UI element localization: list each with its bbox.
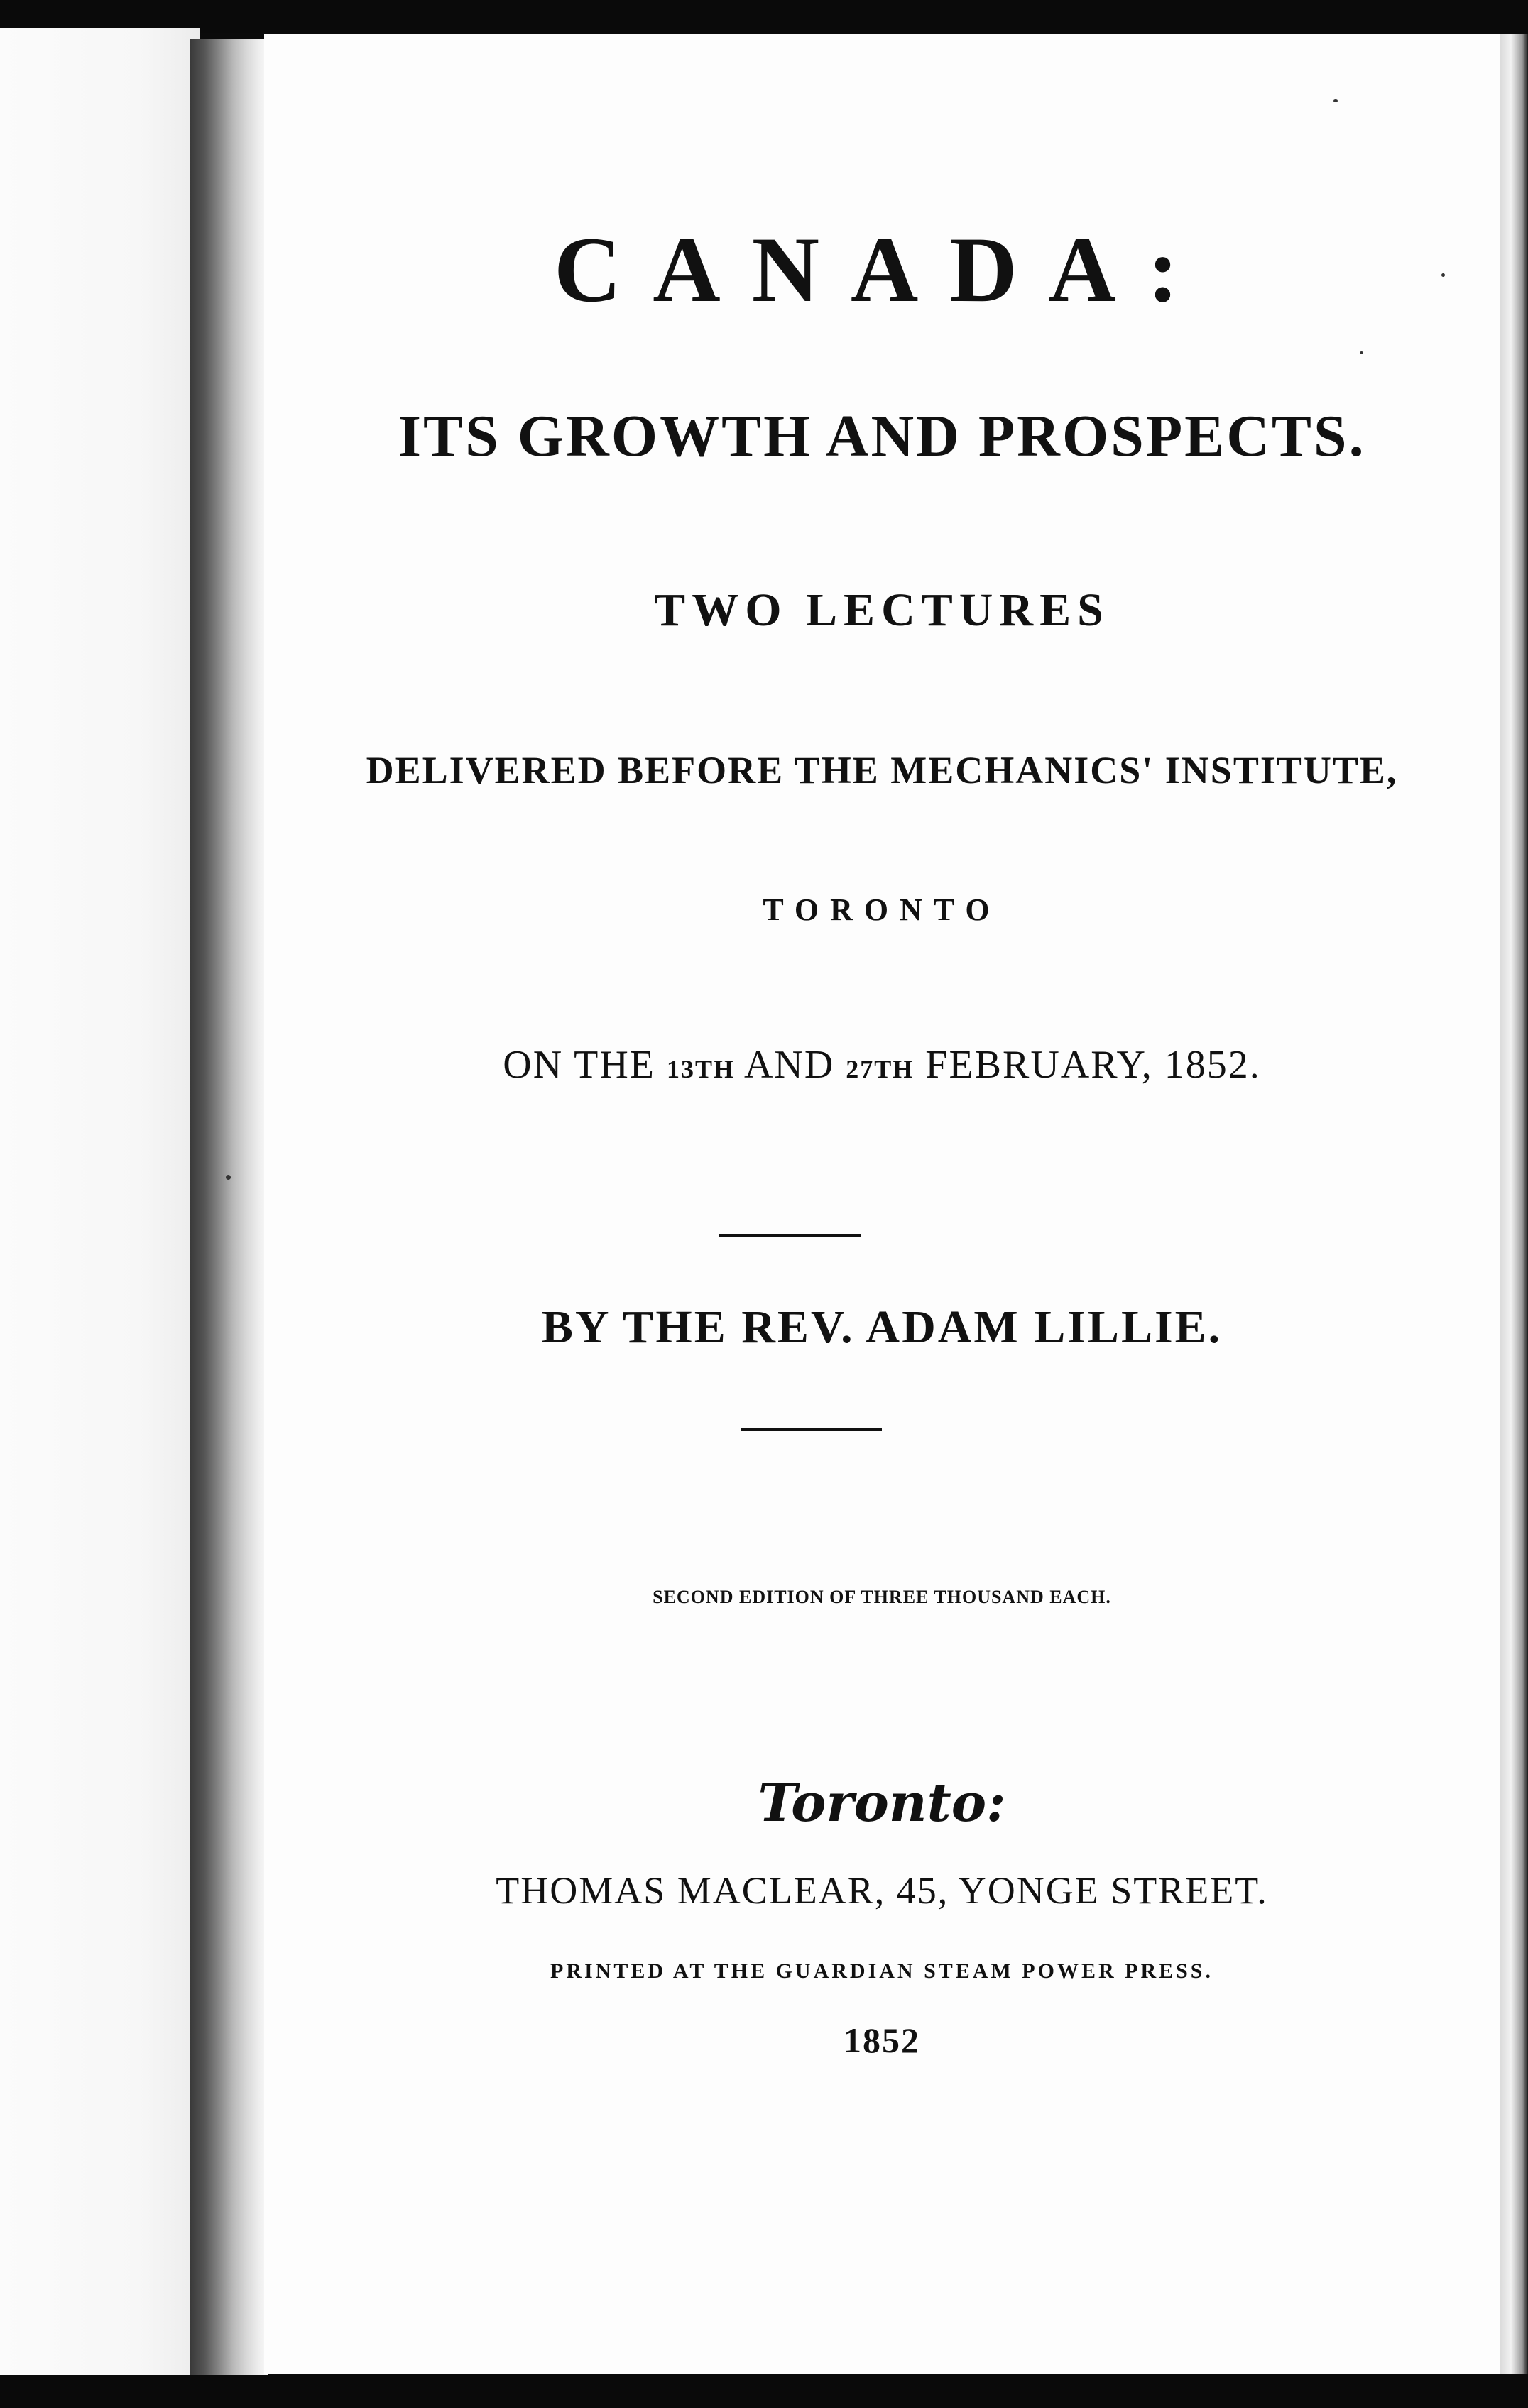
print-speck <box>1441 273 1445 277</box>
place-line: TORONTO <box>763 892 1001 927</box>
facing-blank-page <box>0 28 200 2378</box>
lectures-heading: TWO LECTURES <box>654 584 1110 636</box>
imprint-city: Toronto: <box>758 1773 1006 1834</box>
edition-note: SECOND EDITION OF THREE THOUSAND EACH. <box>653 1587 1111 1607</box>
publisher-line: THOMAS MACLEAR, 45, YONGE STREET. <box>496 1869 1268 1912</box>
book-subtitle: ITS GROWTH AND PROSPECTS. <box>398 403 1366 469</box>
author-line: BY THE REV. ADAM LILLIE. <box>541 1301 1223 1353</box>
publication-year: 1852 <box>844 2020 920 2060</box>
book-title: CANADA: <box>554 217 1210 322</box>
page-edge <box>1500 34 1528 2374</box>
print-speck <box>226 1175 231 1180</box>
dates-and: AND <box>743 1043 835 1087</box>
divider-rule-top <box>719 1234 861 1237</box>
scan-top-border <box>0 0 1528 33</box>
divider-rule-bottom <box>741 1428 882 1431</box>
date-day-2: 27TH <box>846 1055 915 1083</box>
dates-suffix: FEBRUARY, 1852. <box>925 1043 1261 1087</box>
dates-line <box>264 1040 1500 1094</box>
delivered-line: DELIVERED BEFORE THE MECHANICS' INSTITUTE, <box>366 749 1398 792</box>
book-gutter-shadow <box>190 39 268 2375</box>
date-day-1: 13TH <box>667 1055 736 1083</box>
scan-bottom-border <box>0 2375 1528 2408</box>
printer-line: PRINTED AT THE GUARDIAN STEAM POWER PRESS. <box>550 1959 1213 1983</box>
dates-prefix: ON THE <box>503 1043 656 1087</box>
print-speck <box>1360 351 1363 354</box>
print-speck <box>1333 99 1338 102</box>
